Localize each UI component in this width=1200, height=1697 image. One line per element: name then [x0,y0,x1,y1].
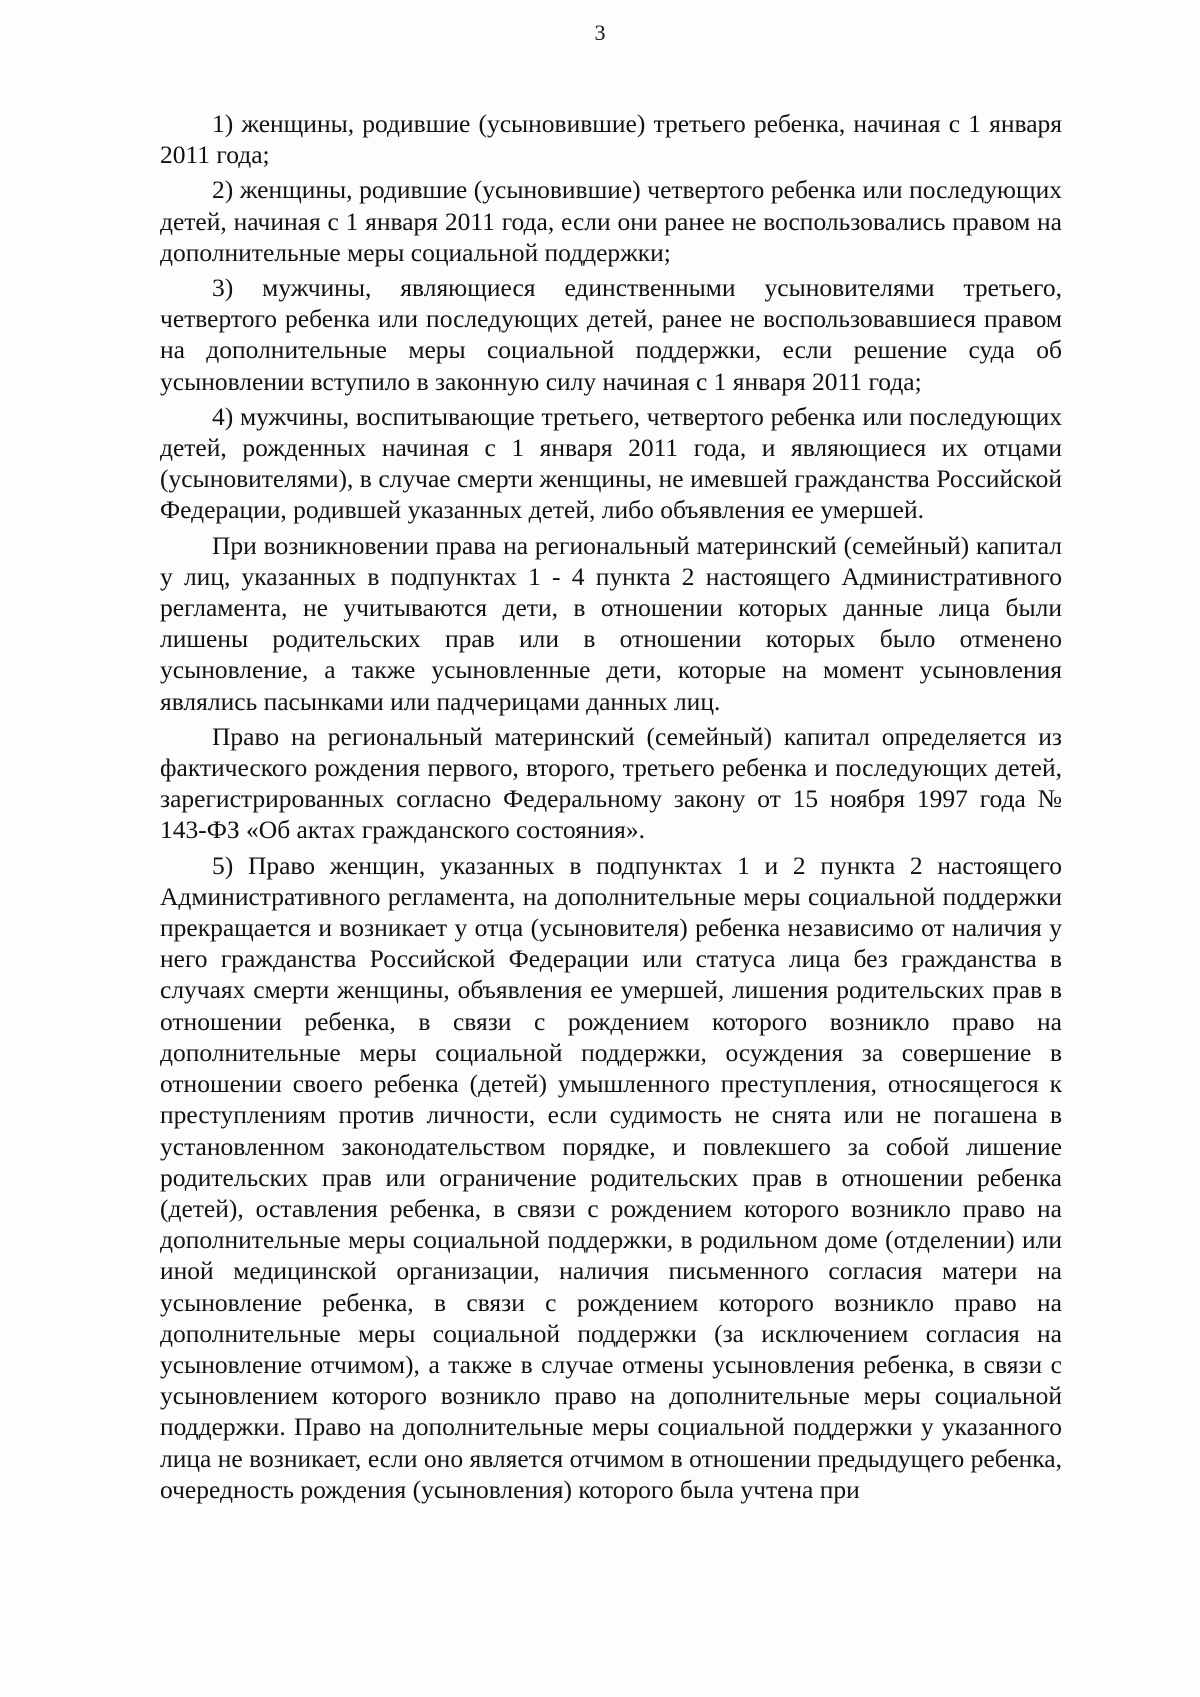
document-body [160,108,1062,1505]
paragraph-rights-exclusion: При возникновении права на региональный материнский (семейный) капитал у лиц, указанных в подпунктах 1 - 4 пункта 2 настоящего Административного регламента, не учитываются дети, в отношении которых данные лица были лишены родительских прав или в отношении которых было отменено усыновление, а также усыновленные дети, которые на момент усыновления являлись пасынками или падчерицами данных лиц. [160,530,1062,716]
paragraph-item-3: 3) мужчины, являющиеся единственными усыновителями третьего, четвертого ребенка или последующих детей, ранее не воспользовавшиеся правом на дополнительные меры социальной поддержки, если решение суда об усыновлении вступило в законную силу начиная с 1 января 2011 года; [160,273,1062,396]
paragraph-item-2: 2) женщины, родившие (усыновившие) четвертого ребенка или последующих детей, начиная с 1 января 2011 года, если они ранее не воспользовались правом на дополнительные меры социальной поддержки; [160,175,1062,267]
paragraph-item-1: 1) женщины, родившие (усыновившие) третьего ребенка, начиная с 1 января 2011 года; [160,109,1062,170]
paragraph-rights-definition: Право на региональный материнский (семейный) капитал определяется из фактического рождения первого, второго, третьего ребенка и последующих детей, зарегистрированных согласно Федеральному закону от 15 ноября 1997 года № 143-ФЗ «Об актах гражданского состояния». [160,721,1062,845]
page-number: 3 [594,20,606,45]
paragraph-item-5: 5) Право женщин, указанных в подпунктах 1 и 2 пункта 2 настоящего Административного регламента, на дополнительные меры социальной поддержки прекращается и возникает у отца (усыновителя) ребенка независимо от наличия у него гражданства Российской Федерации или статуса лица без гражданства в случаях смерти женщины, объявления ее умершей, лишения родительских прав в отношении ребенка, в связи с рождением которого возникло право на дополнительные меры социальной поддержки, осуждения за совершение в отношении своего ребенка (детей) умышленного преступления, относящегося к преступлениям против личности, если судимость не снята или не погашена в установленном законодательством порядке, и повлекшего за собой лишение родительских прав или ограничение родительских прав в отношении ребенка (детей), оставления ребенка, в связи с рождением которого возникло право на дополнительные меры социальной поддержки, в родильном доме (отделении) или иной медицинской организации, наличия письменного согласия матери на усыновление ребенка, в связи с рождением которого возникло право на дополнительные меры социальной поддержки (за исключением согласия на усыновление отчимом), а также в случае отмены усыновления ребенка, в связи с усыновлением которого возникло право на дополнительные меры социальной поддержки. Право на дополнительные меры социальной поддержки у указанного лица не возникает, если оно является отчимом в отношении предыдущего ребенка, очередность рождения (усыновления) которого была учтена при [160,850,1062,1504]
paragraph-item-4: 4) мужчины, воспитывающие третьего, четвертого ребенка или последующих детей, рожденных начиная с 1 января 2011 года, и являющиеся их отцами (усыновителями), в случае смерти женщины, не имевшей гражданства Российской Федерации, родившей указанных детей, либо объявления ее умершей. [160,401,1062,525]
